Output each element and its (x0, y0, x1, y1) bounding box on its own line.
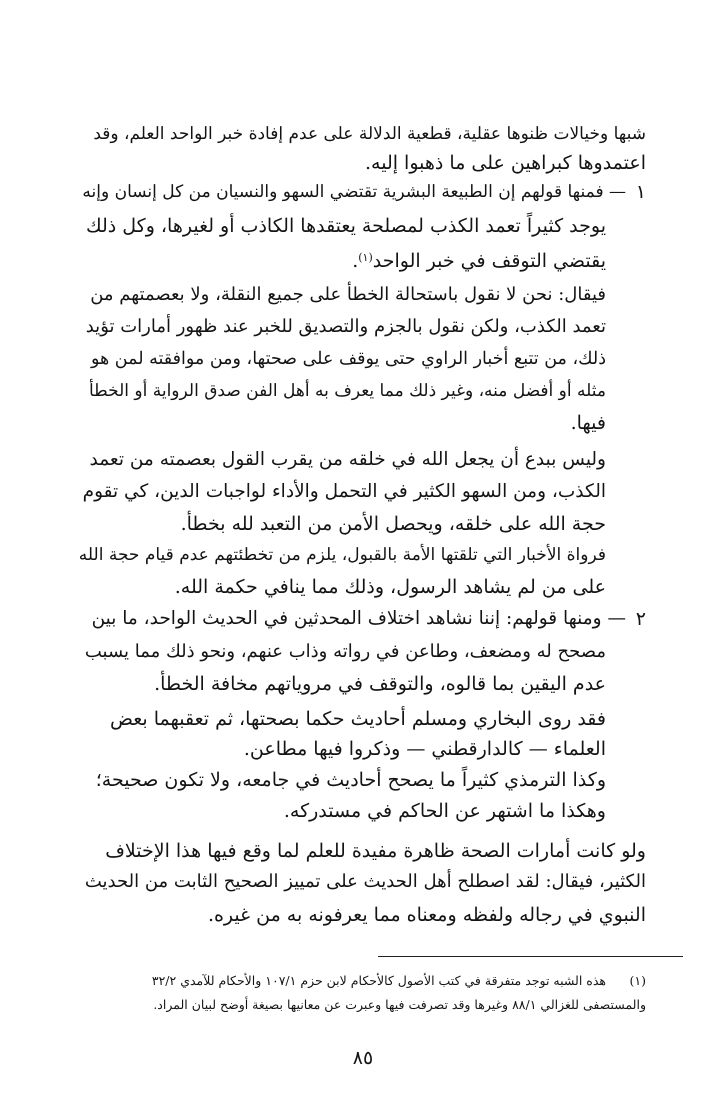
item-1-line-1: — فمنها قولهم إن الطبيعة البشرية تقتضي السهو والنسيان من كل إنسان وإنه (82, 182, 626, 202)
footnote-marker: (١) (629, 973, 646, 988)
item-2-para-a-line-2: العلماء — كالدارقطني — وذكروا فيها مطاعن. (243, 738, 606, 760)
item-1-para-b-line-1: وليس ببدع أن يجعل الله في خلقه من يقرب القول بعصمته من تعمد (89, 449, 606, 470)
item-1-number: ١ (635, 181, 646, 203)
item-1-line-3-end: . (352, 250, 359, 272)
item-1-para-a-line-5: فيها. (570, 412, 606, 434)
item-1-line-3-text: يقتضي التوقف في خبر الواحد (372, 250, 606, 272)
item-2-line-3: عدم اليقين بما قالوه، والتوقف في مروياتهم مخافة الخطأ. (154, 673, 606, 695)
item-1-para-a-line-2: تعمد الكذب، ولكن نقول بالجزم والتصديق للخبر عند ظهور أمارات تؤيد (85, 316, 606, 337)
intro-line-2: اعتمدوها كبراهين على ما ذهبوا إليه. (364, 152, 646, 174)
item-2-para-b-line-2: وهكذا ما اشتهر عن الحاكم في مستدركه. (283, 800, 606, 822)
item-1-para-b-line-3: حجة الله على خلقه، ويحصل الأمن من التعبد لله بخطأ. (180, 513, 606, 535)
item-1-line-2: يوجد كثيراً تعمد الكذب لمصلحة يعتقدها الكاذب أو لغيرها، وكل ذلك (85, 215, 606, 237)
closing-line-1: ولو كانت أمارات الصحة ظاهرة مفيدة للعلم لما وقع فيها هذا الإختلاف (105, 840, 646, 862)
footnote-line-1: هذه الشبه توجد متفرقة في كتب الأصول كالأحكام لابن حزم ١٠٧/١ والأحكام للآمدي ٣٢/٢ (151, 973, 606, 988)
item-2-line-2: مصحح له ومضعف، وطاعن في رواته وذاب عنهم، ونحو ذلك مما يسبب (84, 641, 606, 662)
item-2-line-1: — ومنها قولهم: إننا نشاهد اختلاف المحدثين في الحديث الواحد، ما بين (91, 608, 626, 629)
closing-line-3: النبوي في رجاله ولفظه ومعناه مما يعرفونه به من غيره. (207, 904, 646, 926)
closing-line-2: الكثير، فيقال: لقد اصطلح أهل الحديث على تمييز الصحيح الثابت من الحديث (84, 871, 646, 892)
item-2-number: ٢ (635, 608, 646, 630)
item-1-para-a-line-1: فيقال: نحن لا نقول باستحالة الخطأ على جميع النقلة، ولا بعصمتهم من (90, 284, 606, 305)
item-1-para-b-line-2: الكذب، ومن السهو الكثير في التحمل والأداء لواجبات الدين، كي تقوم (82, 481, 606, 502)
footnote-line-2: والمستصفى للغزالي ٨٨/١ وغيرها وقد تصرفت فيها وعبرت عن معانيها بصيغة أوضح لبيان المراد. (153, 997, 646, 1012)
intro-line-1: شبها وخيالات ظنوها عقلية، قطعية الدلالة على عدم إفادة خبر الواحد العلم، وقد (93, 124, 646, 144)
item-1-para-c-line-2: على من لم يشاهد الرسول، وذلك مما ينافي حكمة الله. (174, 576, 606, 598)
item-1-line-3 (80, 245, 606, 274)
page-number: ٨٥ (352, 1047, 374, 1069)
item-1-para-a-line-3: ذلك، من تتبع أخبار الراوي حتى يوقف على صحتها، ومن موافقته لمن هو (90, 349, 606, 369)
item-1-para-a-line-4: مثله أو أفضل منه، وغير ذلك مما يعرف به أهل الفن صدق الرواية أو الخطأ (89, 381, 606, 401)
item-2-para-b-line-1: وكذا الترمذي كثيراً ما يصحح أحاديث في جامعه، ولا تكون صحيحة؛ (95, 769, 606, 791)
item-2-para-a-line-1: فقد روى البخاري ومسلم أحاديث حكما بصحتها، ثم تعقبهما بعض (109, 708, 606, 730)
footnote-separator (378, 956, 683, 957)
footnote-reference: (١) (358, 251, 373, 264)
item-1-para-c-line-1: فرواة الأخبار التي تلقتها الأمة بالقبول، يلزم من تخطئتهم عدم قيام حجة الله (78, 545, 606, 565)
